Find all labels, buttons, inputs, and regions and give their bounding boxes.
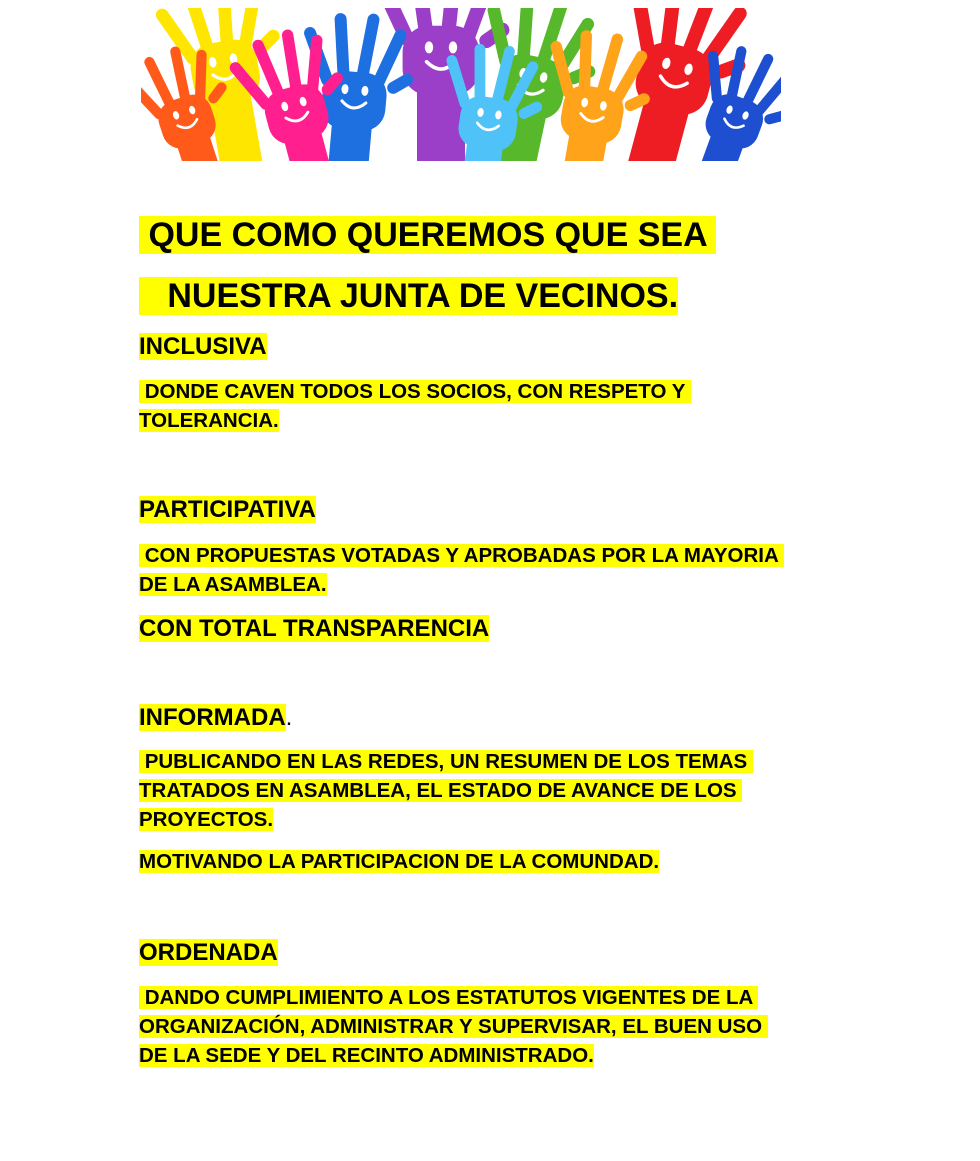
heading-transparencia	[139, 615, 900, 643]
heading-ordenada-text: ORDENADA	[139, 939, 278, 966]
page-title-line-1	[139, 215, 900, 255]
heading-ordenada	[139, 939, 900, 967]
text-motivando	[139, 847, 900, 876]
heading-inclusiva	[139, 333, 900, 361]
title-line-1-text: QUE COMO QUEREMOS QUE SEA	[139, 216, 716, 254]
text-motivando-content: MOTIVANDO LA PARTICIPACION DE LA COMUNDAD.	[139, 850, 660, 873]
heading-participativa	[139, 496, 900, 524]
page-title-line-2	[139, 276, 900, 316]
heading-informada	[139, 704, 900, 732]
raised-hands-illustration	[141, 8, 781, 161]
text-informada-content: PUBLICANDO EN LAS REDES, UN RESUMEN DE LOS TEMAS TRATADOS EN ASAMBLEA, EL ESTADO DE AVANCE DE LOS PROYECTOS.	[139, 750, 753, 831]
text-inclusiva-content: DONDE CAVEN TODOS LOS SOCIOS, CON RESPETO Y TOLERANCIA.	[139, 380, 691, 432]
title-line-2-text: NUESTRA JUNTA DE VECINOS.	[139, 277, 679, 315]
heading-participativa-text: PARTICIPATIVA	[139, 496, 316, 523]
text-ordenada-content: DANDO CUMPLIMIENTO A LOS ESTATUTOS VIGENTES DE LA ORGANIZACIÓN, ADMINISTRAR Y SUPERVISAR, EL BUEN USO DE LA SEDE Y DEL RECINTO ADMINISTRADO.	[139, 986, 768, 1067]
text-informada	[139, 747, 900, 834]
text-inclusiva	[139, 377, 900, 435]
heading-inclusiva-text: INCLUSIVA	[139, 333, 267, 360]
heading-informada-period: .	[285, 704, 293, 731]
text-participativa-content: CON PROPUESTAS VOTADAS Y APROBADAS POR LA MAYORIA DE LA ASAMBLEA.	[139, 544, 784, 596]
text-ordenada	[139, 983, 900, 1070]
heading-informada-text: INFORMADA	[139, 704, 286, 731]
heading-transparencia-text: CON TOTAL TRANSPARENCIA	[139, 615, 490, 642]
hands-banner	[141, 8, 781, 161]
text-participativa	[139, 541, 900, 599]
